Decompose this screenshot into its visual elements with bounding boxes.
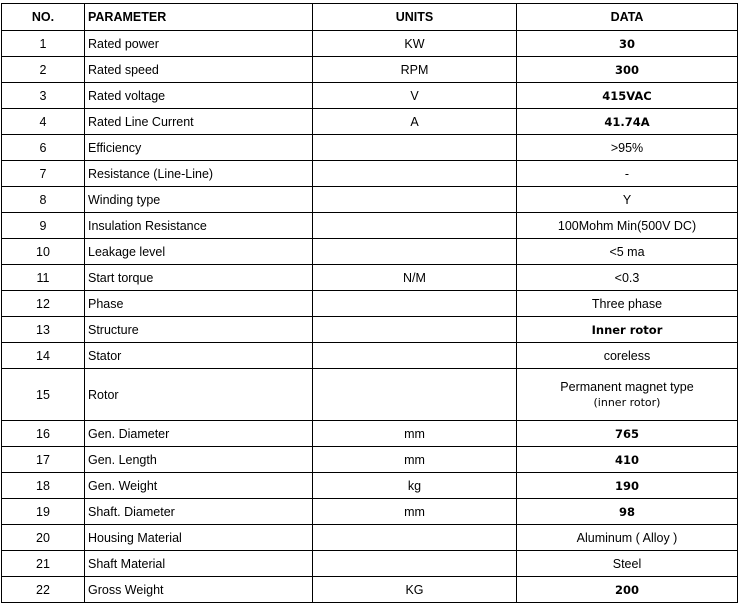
table-row: [2, 109, 738, 135]
row-data: Aluminum ( Alloy ): [517, 525, 738, 551]
row-unit: KW: [313, 31, 517, 57]
row-unit: [313, 187, 517, 213]
row-unit: mm: [313, 421, 517, 447]
row-number: 12: [2, 291, 85, 317]
table-body: [2, 31, 738, 603]
row-parameter: Phase: [85, 291, 313, 317]
row-data: 200: [517, 577, 738, 603]
row-number: 9: [2, 213, 85, 239]
row-number: 20: [2, 525, 85, 551]
row-data: 410: [517, 447, 738, 473]
row-number: 7: [2, 161, 85, 187]
row-parameter: Rated voltage: [85, 83, 313, 109]
row-data: 98: [517, 499, 738, 525]
row-number: 21: [2, 551, 85, 577]
header-data: DATA: [517, 4, 738, 31]
row-data: 41.74A: [517, 109, 738, 135]
row-unit: RPM: [313, 57, 517, 83]
table-row: [2, 213, 738, 239]
row-number: 16: [2, 421, 85, 447]
row-unit: [313, 369, 517, 421]
table-row: [2, 551, 738, 577]
row-data: Three phase: [517, 291, 738, 317]
row-number: 10: [2, 239, 85, 265]
row-number: 18: [2, 473, 85, 499]
table-row: [2, 83, 738, 109]
row-data: 30: [517, 31, 738, 57]
row-parameter: Housing Material: [85, 525, 313, 551]
table-row: [2, 57, 738, 83]
table-row: [2, 525, 738, 551]
row-unit: V: [313, 83, 517, 109]
row-number: 6: [2, 135, 85, 161]
row-parameter: Gross Weight: [85, 577, 313, 603]
row-unit: [313, 291, 517, 317]
header-units: UNITS: [313, 4, 517, 31]
header-no: NO.: [2, 4, 85, 31]
row-parameter: Rated Line Current: [85, 109, 313, 135]
row-data-sub: (inner rotor): [593, 396, 661, 409]
table-row: [2, 473, 738, 499]
specification-table: [1, 3, 738, 603]
row-unit: KG: [313, 577, 517, 603]
table-row: [2, 135, 738, 161]
row-unit: mm: [313, 499, 517, 525]
row-number: 4: [2, 109, 85, 135]
header-row: [2, 4, 738, 31]
row-unit: [313, 239, 517, 265]
row-parameter: Structure: [85, 317, 313, 343]
row-number: 15: [2, 369, 85, 421]
row-data: 190: [517, 473, 738, 499]
row-unit: mm: [313, 447, 517, 473]
table-row: [2, 499, 738, 525]
row-data: coreless: [517, 343, 738, 369]
row-data: Y: [517, 187, 738, 213]
row-unit: A: [313, 109, 517, 135]
row-data: Inner rotor: [517, 317, 738, 343]
row-unit: N/M: [313, 265, 517, 291]
row-number: 13: [2, 317, 85, 343]
row-parameter: Resistance (Line-Line): [85, 161, 313, 187]
row-parameter: Shaft. Diameter: [85, 499, 313, 525]
row-data: -: [517, 161, 738, 187]
row-data: <0.3: [517, 265, 738, 291]
row-data: 300: [517, 57, 738, 83]
table-row: [2, 317, 738, 343]
row-parameter: Rated speed: [85, 57, 313, 83]
table-row: [2, 161, 738, 187]
row-parameter: Leakage level: [85, 239, 313, 265]
row-parameter: Gen. Weight: [85, 473, 313, 499]
row-data: >95%: [517, 135, 738, 161]
row-unit: [313, 551, 517, 577]
row-parameter: Efficiency: [85, 135, 313, 161]
row-number: 2: [2, 57, 85, 83]
table-row: [2, 239, 738, 265]
table-row: [2, 291, 738, 317]
row-number: 1: [2, 31, 85, 57]
row-data: <5 ma: [517, 239, 738, 265]
row-data: Steel: [517, 551, 738, 577]
row-number: 11: [2, 265, 85, 291]
table-row: [2, 369, 738, 421]
table-row: [2, 447, 738, 473]
row-unit: [313, 525, 517, 551]
row-parameter: Rated power: [85, 31, 313, 57]
row-data: 765: [517, 421, 738, 447]
row-parameter: Gen. Length: [85, 447, 313, 473]
row-number: 17: [2, 447, 85, 473]
row-parameter: Insulation Resistance: [85, 213, 313, 239]
row-unit: [313, 161, 517, 187]
table-row: [2, 343, 738, 369]
header-parameter: PARAMETER: [85, 4, 313, 31]
row-parameter: Stator: [85, 343, 313, 369]
row-unit: [313, 213, 517, 239]
row-number: 14: [2, 343, 85, 369]
row-number: 22: [2, 577, 85, 603]
row-number: 8: [2, 187, 85, 213]
table-row: [2, 577, 738, 603]
row-parameter: Shaft Material: [85, 551, 313, 577]
row-number: 3: [2, 83, 85, 109]
row-unit: kg: [313, 473, 517, 499]
row-data: 100Mohm Min(500V DC): [517, 213, 738, 239]
row-parameter: Start torque: [85, 265, 313, 291]
row-parameter: Rotor: [85, 369, 313, 421]
row-unit: [313, 343, 517, 369]
row-unit: [313, 135, 517, 161]
table-row: [2, 31, 738, 57]
row-unit: [313, 317, 517, 343]
row-parameter: Gen. Diameter: [85, 421, 313, 447]
table-row: [2, 421, 738, 447]
table-row: [2, 187, 738, 213]
row-number: 19: [2, 499, 85, 525]
row-data-main: Permanent magnet type: [560, 380, 694, 394]
row-data: [517, 369, 738, 421]
table-row: [2, 265, 738, 291]
row-parameter: Winding type: [85, 187, 313, 213]
row-data: 415VAC: [517, 83, 738, 109]
